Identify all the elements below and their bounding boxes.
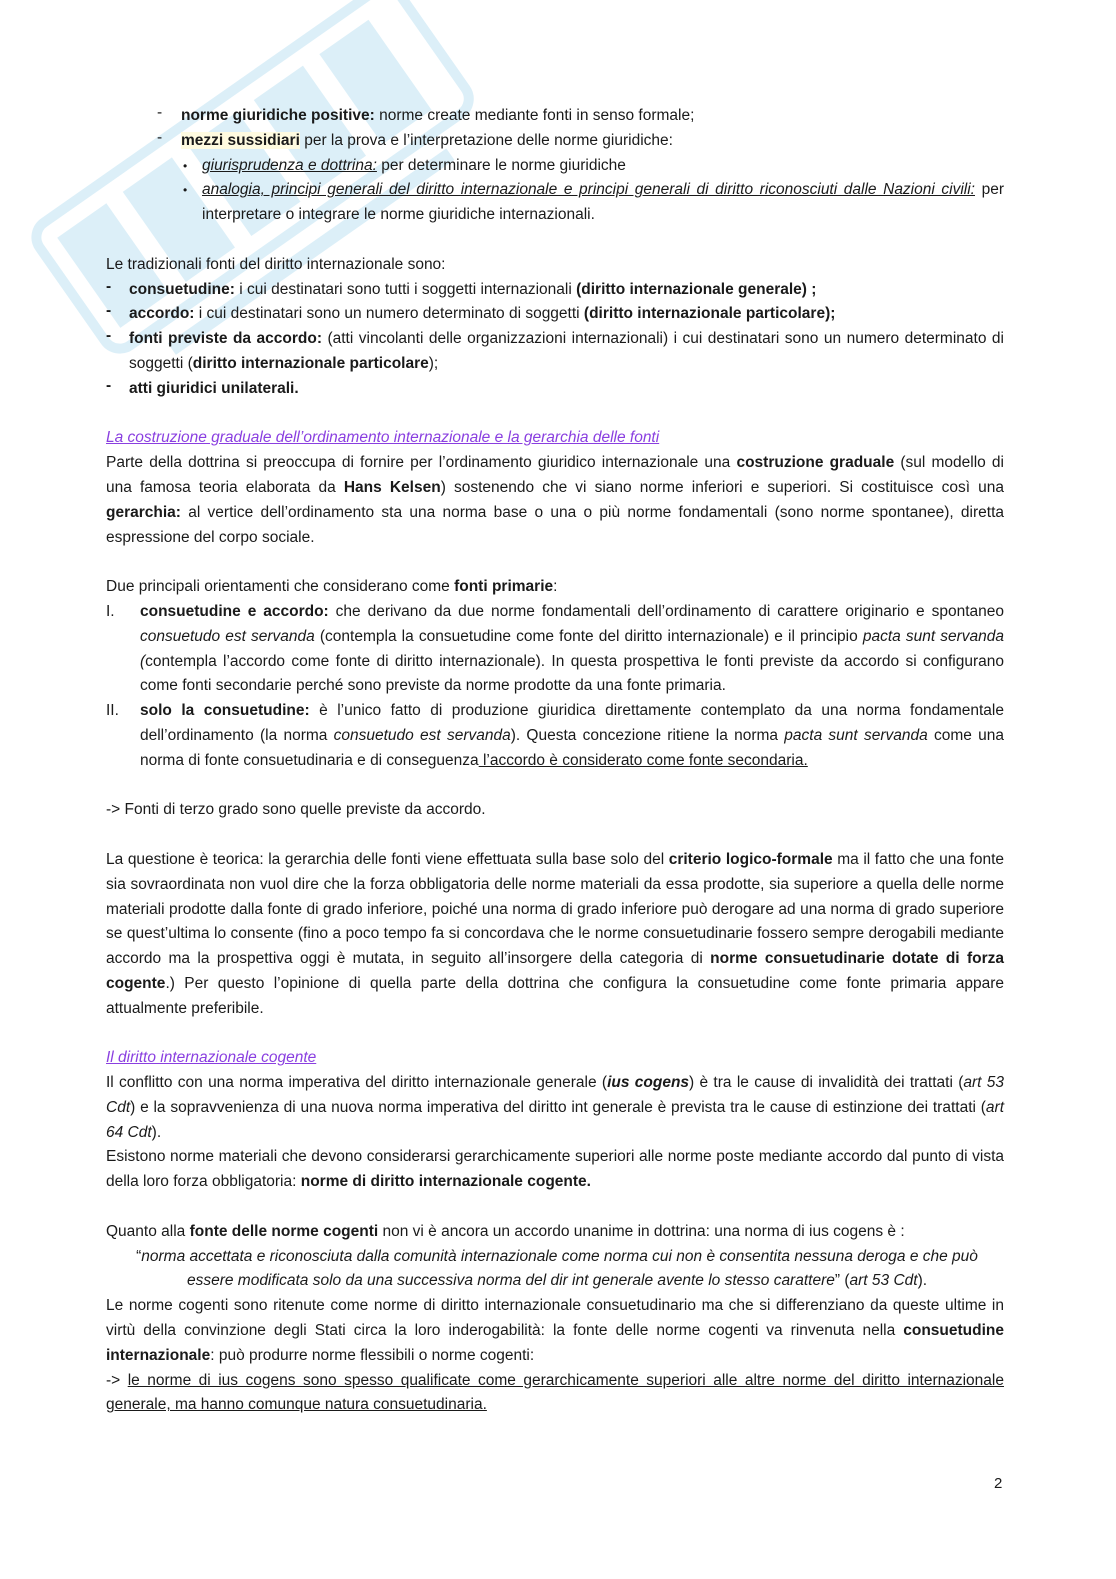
sources-intro: Le tradizionali fonti del diritto internazionale sono: (106, 255, 446, 273)
list-item: - consuetudine: i cui destinatari sono tutti i soggetti internazionali (diritto internazionale generale) ; (106, 278, 1004, 303)
section-heading: La costruzione graduale dell’ordinamento internazionale e la gerarchia delle fonti (106, 429, 660, 447)
paragraph: Parte della dottrina si preoccupa di fornire per l’ordinamento giuridico internazionale una costruzione graduale (sul modello di una famosa teoria elaborata da Hans Kelsen) sostenendo che vi siano norme inferiori e superiori. Si costituisce così una gerarchia: al vertice dell’ordinamento sta una norma base o una o più norme fondamentali (sono norme spontanee), diretta espressione del corpo sociale. (106, 454, 1004, 546)
paragraph: Le norme cogenti sono ritenute come norme di diritto internazionale consuetudinario ma che si differenziano da queste ultime in virtù della convinzione degli Stati circa la loro inderogabilità: la fonte delle norme cogenti va rinvenuta nella consuetudine internazionale: può produrre norme flessibili o norme cogenti: (106, 1297, 1004, 1364)
sub-list-item: • giurisprudenza e dottrina: per determinare le norme giuridiche (106, 154, 1004, 179)
list-item: - atti giuridici unilaterali. (106, 377, 1004, 402)
list-item: - norme giuridiche positive: norme create mediante fonti in senso formale; (106, 104, 1004, 129)
list-item: - mezzi sussidiari per la prova e l’interpretazione delle norme giuridiche: (106, 129, 1004, 154)
page-content (106, 104, 1004, 1418)
paragraph: Il conflitto con una norma imperativa del diritto internazionale generale (ius cogens) è tra le cause di invalidità dei trattati (art 53 Cdt) e la sopravvenienza di una nuova norma imperativa del diritto int generale è prevista tra le cause di estinzione dei trattati (art 64 Cdt). (106, 1074, 1005, 1141)
paragraph: Quanto alla fonte delle norme cogenti non vi è ancora un accordo unanime in dottrina: una norma di ius cogens è : (106, 1222, 905, 1240)
list-item: - accordo: i cui destinatari sono un numero determinato di soggetti (diritto internazionale particolare); (106, 302, 1004, 327)
roman-list-item: I. consuetudine e accordo: che derivano da due norme fondamentali dell’ordinamento di carattere originario e spontaneo consuetudo est servanda (contempla la consuetudine come fonte del diritto internazionale) e il principio pacta sunt servanda (contempla l’accordo come fonte di diritto internazionale). In questa prospettiva le fonti previste da accordo si configurano come fonti secondarie perché sono previste da norme prodotte da una fonte primaria. (106, 602, 1005, 695)
quotation: “norma accettata e riconosciuta dalla comunità internazionale come norma cui non è consentita nessuna deroga e che può essere modificata solo da una successiva norma del dir int generale avente lo stesso carattere” (art 53 Cdt). (136, 1247, 978, 1290)
paragraph: -> Fonti di terzo grado sono quelle previste da accordo. (106, 801, 486, 819)
paragraph: La questione è teorica: la gerarchia delle fonti viene effettuata sulla base solo del criterio logico-formale ma il fatto che una fonte sia sovraordinata non vuol dire che la forza obbligatoria delle norme materiali da essa prodotte, sia superiore a quella delle norme materiali prodotte dalla fonte di grado inferiore, poiché una norma di grado inferiore può derogare ad una norma di grado superiore se quest’ultima lo consente (fino a poco tempo fa si concordava che le norme consuetudinarie fossero sempre derogabili mediante accordo ma la prospettiva oggi è mutata, in seguito all’insorgere della categoria di norme consuetudinarie dotate di forza cogente.) Per questo l’opinione di quella parte della dottrina che configura la consuetudine come fonte primaria appare attualmente preferibile. (106, 850, 1004, 1017)
roman-list-item: II. solo la consuetudine: è l’unico fatto di produzione giuridica direttamente contemplato da una norma fondamentale dell’ordinamento (la norma consuetudo est servanda). Questa concezione ritiene la norma pacta sunt servanda come una norma di fonte consuetudinaria e di conseguenza l’accordo è considerato come fonte secondaria. (106, 702, 1004, 769)
paragraph: -> le norme di ius cogens sono spesso qualificate come gerarchicamente superiori alle altre norme del diritto internazionale generale, ma hanno comunque natura consuetudinaria. (106, 1371, 1004, 1414)
section-heading: Il diritto internazionale cogente (106, 1049, 317, 1067)
paragraph: Esistono norme materiali che devono considerarsi gerarchicamente superiori alle norme poste mediante accordo dal punto di vista della loro forza obbligatoria: norme di diritto internazionale cogente. (106, 1148, 1004, 1191)
list-item: - fonti previste da accordo: (atti vincolanti delle organizzazioni internazionali) i cui destinatari sono un numero determinato di soggetti (diritto internazionale particolare); (106, 327, 1004, 377)
paragraph: Due principali orientamenti che considerano come fonti primarie: (106, 578, 558, 596)
page-number: 2 (994, 1475, 1003, 1492)
sub-list-item: • analogia, principi generali del diritto internazionale e principi generali di diritto riconosciuti dalle Nazioni civili: per interpretare o integrare le norme giuridiche internazionali. (106, 178, 1004, 228)
